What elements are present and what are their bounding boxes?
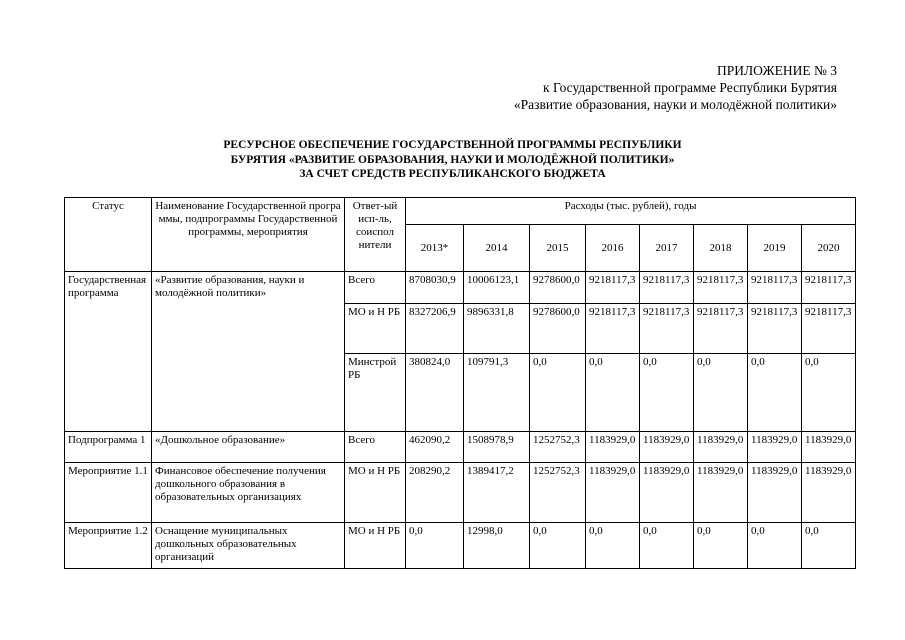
title-line-1: РЕСУРСНОЕ ОБЕСПЕЧЕНИЕ ГОСУДАРСТВЕННОЙ ПРОГРАММЫ РЕСПУБЛИКИ bbox=[223, 139, 682, 151]
row-status: Мероприятие 1.1 bbox=[65, 463, 152, 523]
row-name: Финансовое обеспечение получения дошкольного образования в образовательных организациях bbox=[152, 463, 345, 523]
row-value: 0,0 bbox=[586, 354, 640, 432]
row-value: 1183929,0 bbox=[694, 432, 748, 463]
header-year: 2020 bbox=[802, 225, 856, 272]
row-value: 10006123,1 bbox=[464, 272, 530, 304]
header-name: Наименование Государственной программы, подпрограммы Государственной программы, мероприятия bbox=[152, 198, 345, 272]
title-line-2: БУРЯТИЯ «РАЗВИТИЕ ОБРАЗОВАНИЯ, НАУКИ И МОЛОДЁЖНОЙ ПОЛИТИКИ» bbox=[230, 153, 675, 166]
row-status: Подпрограмма 1 bbox=[65, 432, 152, 463]
header-year: 2019 bbox=[748, 225, 802, 272]
row-name: Оснащение муниципальных дошкольных образовательных организаций bbox=[152, 523, 345, 569]
table-row bbox=[65, 272, 856, 304]
table-row bbox=[65, 463, 856, 523]
row-value: 109791,3 bbox=[464, 354, 530, 432]
row-value: 0,0 bbox=[802, 523, 856, 569]
row-value: 9218117,3 bbox=[802, 272, 856, 304]
row-responsible: МО и Н РБ bbox=[345, 523, 406, 569]
row-value: 8327206,9 bbox=[406, 304, 464, 354]
header-year: 2017 bbox=[640, 225, 694, 272]
header-year: 2014 bbox=[464, 225, 530, 272]
row-value: 380824,0 bbox=[406, 354, 464, 432]
row-name: «Дошкольное образование» bbox=[152, 432, 345, 463]
header-expenses: Расходы (тыс. рублей), годы bbox=[406, 198, 856, 225]
row-value: 9218117,3 bbox=[586, 272, 640, 304]
appendix-program-name: «Развитие образования, науки и молодёжной политики» bbox=[513, 97, 837, 112]
row-value: 1183929,0 bbox=[640, 432, 694, 463]
row-value: 1183929,0 bbox=[748, 463, 802, 523]
appendix-reference: к Государственной программе Республики Бурятия bbox=[543, 80, 837, 95]
row-value: 12998,0 bbox=[464, 523, 530, 569]
row-responsible: Минстрой РБ bbox=[345, 354, 406, 432]
row-value: 0,0 bbox=[640, 354, 694, 432]
row-status: Мероприятие 1.2 bbox=[65, 523, 152, 569]
table-row bbox=[65, 432, 856, 463]
row-value: 0,0 bbox=[530, 354, 586, 432]
appendix-block bbox=[514, 62, 837, 113]
row-value: 1183929,0 bbox=[748, 432, 802, 463]
row-value: 1183929,0 bbox=[640, 463, 694, 523]
row-value: 0,0 bbox=[586, 523, 640, 569]
row-value: 9218117,3 bbox=[640, 304, 694, 354]
row-value: 462090,2 bbox=[406, 432, 464, 463]
table-row bbox=[65, 523, 856, 569]
row-status: Государственная программа bbox=[65, 272, 152, 432]
row-value: 9218117,3 bbox=[586, 304, 640, 354]
row-value: 1183929,0 bbox=[586, 432, 640, 463]
row-value: 9278600,0 bbox=[530, 304, 586, 354]
row-value: 1183929,0 bbox=[586, 463, 640, 523]
row-value: 9218117,3 bbox=[748, 304, 802, 354]
row-value: 1183929,0 bbox=[694, 463, 748, 523]
row-value: 208290,2 bbox=[406, 463, 464, 523]
header-responsible: Ответ-ый исп-ль, соиспол нители bbox=[345, 198, 406, 272]
row-value: 9896331,8 bbox=[464, 304, 530, 354]
header-year: 2016 bbox=[586, 225, 640, 272]
row-responsible: Всего bbox=[345, 272, 406, 304]
resource-table bbox=[64, 197, 856, 569]
row-responsible: МО и Н РБ bbox=[345, 463, 406, 523]
row-value: 0,0 bbox=[640, 523, 694, 569]
header-status: Статус bbox=[65, 198, 152, 272]
row-value: 9218117,3 bbox=[694, 272, 748, 304]
row-value: 0,0 bbox=[748, 354, 802, 432]
row-value: 1252752,3 bbox=[530, 463, 586, 523]
row-value: 0,0 bbox=[694, 523, 748, 569]
row-value: 9278600,0 bbox=[530, 272, 586, 304]
row-value: 9218117,3 bbox=[802, 304, 856, 354]
row-responsible: Всего bbox=[345, 432, 406, 463]
row-value: 9218117,3 bbox=[640, 272, 694, 304]
row-value: 1183929,0 bbox=[802, 432, 856, 463]
row-value: 8708030,9 bbox=[406, 272, 464, 304]
document-title bbox=[0, 138, 905, 182]
row-value: 9218117,3 bbox=[694, 304, 748, 354]
row-value: 1508978,9 bbox=[464, 432, 530, 463]
row-value: 9218117,3 bbox=[748, 272, 802, 304]
header-year: 2015 bbox=[530, 225, 586, 272]
header-year: 2018 bbox=[694, 225, 748, 272]
row-value: 1389417,2 bbox=[464, 463, 530, 523]
row-value: 0,0 bbox=[694, 354, 748, 432]
title-line-3: ЗА СЧЕТ СРЕДСТВ РЕСПУБЛИКАНСКОГО БЮДЖЕТА bbox=[299, 168, 606, 180]
row-value: 0,0 bbox=[406, 523, 464, 569]
row-value: 0,0 bbox=[802, 354, 856, 432]
row-value: 1183929,0 bbox=[802, 463, 856, 523]
row-value: 1252752,3 bbox=[530, 432, 586, 463]
row-responsible: МО и Н РБ bbox=[345, 304, 406, 354]
row-value: 0,0 bbox=[530, 523, 586, 569]
header-year: 2013* bbox=[406, 225, 464, 272]
row-name: «Развитие образования, науки и молодёжной политики» bbox=[152, 272, 345, 432]
row-value: 0,0 bbox=[748, 523, 802, 569]
appendix-number: ПРИЛОЖЕНИЕ № 3 bbox=[716, 63, 837, 78]
